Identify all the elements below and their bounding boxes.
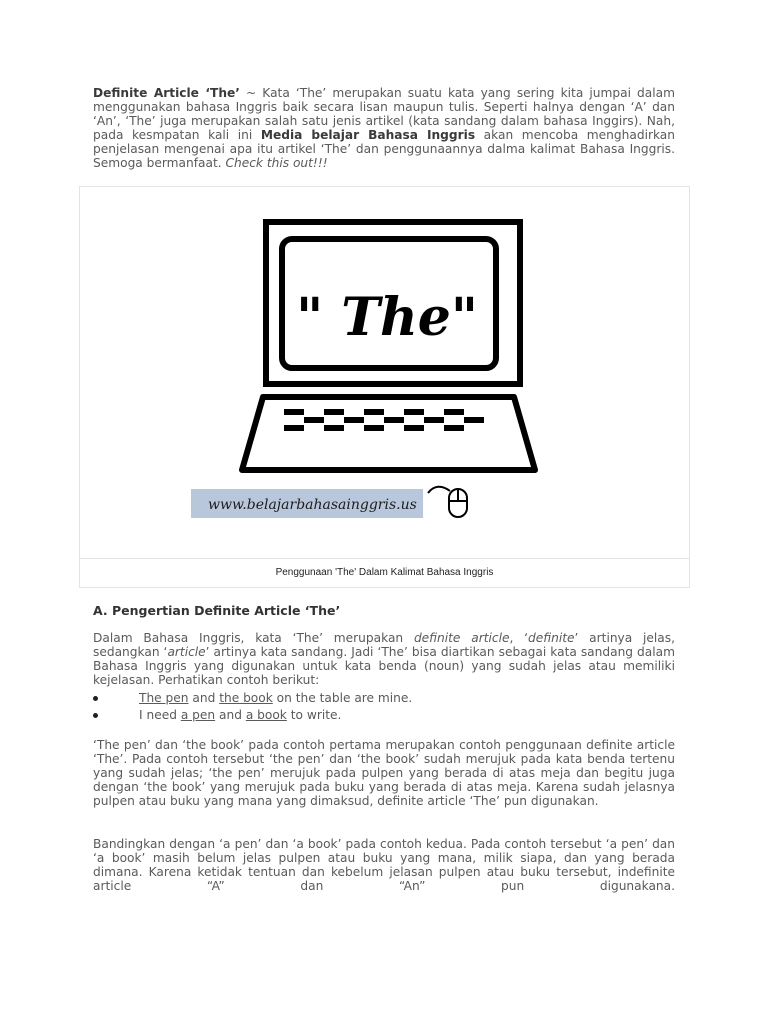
example-2-text-0: I need [139,708,181,722]
screen-text: " The" [296,287,478,348]
figure-caption: Penggunaan 'The' Dalam Kalimat Bahasa Inggris [275,567,494,578]
bullet-icon [93,696,98,701]
definition-paragraph [93,631,675,687]
def-italic-1: definite article [413,631,510,645]
example-1-text-2: on the table are mine. [272,691,413,705]
def-text-4: ’ artinya kata sandang. Jadi ‘The’ bisa diartikan sebagai kata sandang dalam Bahasa Inggris yang digunakan untuk kata benda (noun) yang sudah jelas atau memiliki kejelasan. Perhatikan contoh berikut: [93,645,675,687]
url-banner-text: www.belajarbahasainggris.us [208,497,417,513]
explanation-paragraph: ‘The pen’ dan ‘the book’ pada contoh pertama merupakan contoh penggunaan definite article ‘The’. Pada contoh tersebut ‘the pen’ dan ‘the book’ sudah merujuk pada kata benda tertenu yang sudah jelas; ‘the pen’ merujuk pada pulpen yang berada di atas meja dan begitu juga dengan ‘the book’ yang merujuk pada buku yang berada di atas meja. Karena sudah jelasnya pulpen atau buku yang mana yang dimaksud, definite article ‘The’ pun digunakan. [93,738,675,808]
figure-box [79,186,690,588]
def-italic-2: definite [528,631,575,645]
def-text-3: ’ artinya jelas, sedangkan ‘ [93,631,675,659]
intro-title: Definite Article ‘The’ [93,86,240,100]
list-item [93,690,675,707]
example-2-term-2: a book [245,708,287,722]
figure-divider [80,558,689,559]
example-1-text-1: and [188,691,220,705]
section-heading: A. Pengertian Definite Article ‘The’ [93,603,341,618]
def-text-1: Dalam Bahasa Inggris, kata ‘The’ merupakan [93,631,414,645]
intro-bold-link[interactable]: Media belajar Bahasa Inggris [260,128,476,142]
def-italic-3: article [167,645,206,659]
example-list [93,690,675,724]
def-text-2: , ‘ [509,631,529,645]
example-2-text-2: to write. [286,708,342,722]
example-1-term-1: The pen [139,691,189,705]
list-item [93,707,675,724]
intro-text-1: ~ Kata ‘The’ merupakan suatu kata yang sering kita jumpai dalam menggunakan bahasa Inggris baik secara lisan maupun tulis. Seperti halnya dengan ‘A’ dan ‘An’, ‘The’ juga merupakan salah satu jenis artikel (kata sandang dalam bahasa Inggirs). Nah, pada kesmpatan kali ini [93,86,675,142]
example-1-term-2: the book [219,691,273,705]
intro-text-2: akan mencoba menghadirkan penjelasan mengenai apa itu artikel ‘The’ dan penggunaannya dalma kalimat Bahasa Inggris. Semoga bermanfaat. [93,128,676,170]
example-2-term-1: a pen [180,708,216,722]
intro-italic-end: Check this out!!! [225,156,328,170]
intro-paragraph [93,86,675,170]
example-2-text-1: and [215,708,246,722]
comparison-paragraph: Bandingkan dengan ‘a pen’ dan ‘a book’ pada contoh kedua. Pada contoh tersebut ‘a pen’ dan ‘a book’ masih belum jelas pulpen atau buku yang mana, milik siapa, dan yang berada dimana. Karena ketidak tentuan dan kebelum jelasan pulpen atau buku tersebut, indefinite article “A” dan “An” pun digunakana. [93,837,675,893]
bullet-icon [93,713,98,718]
laptop-illustration [80,187,689,558]
mouse-icon [428,487,467,517]
